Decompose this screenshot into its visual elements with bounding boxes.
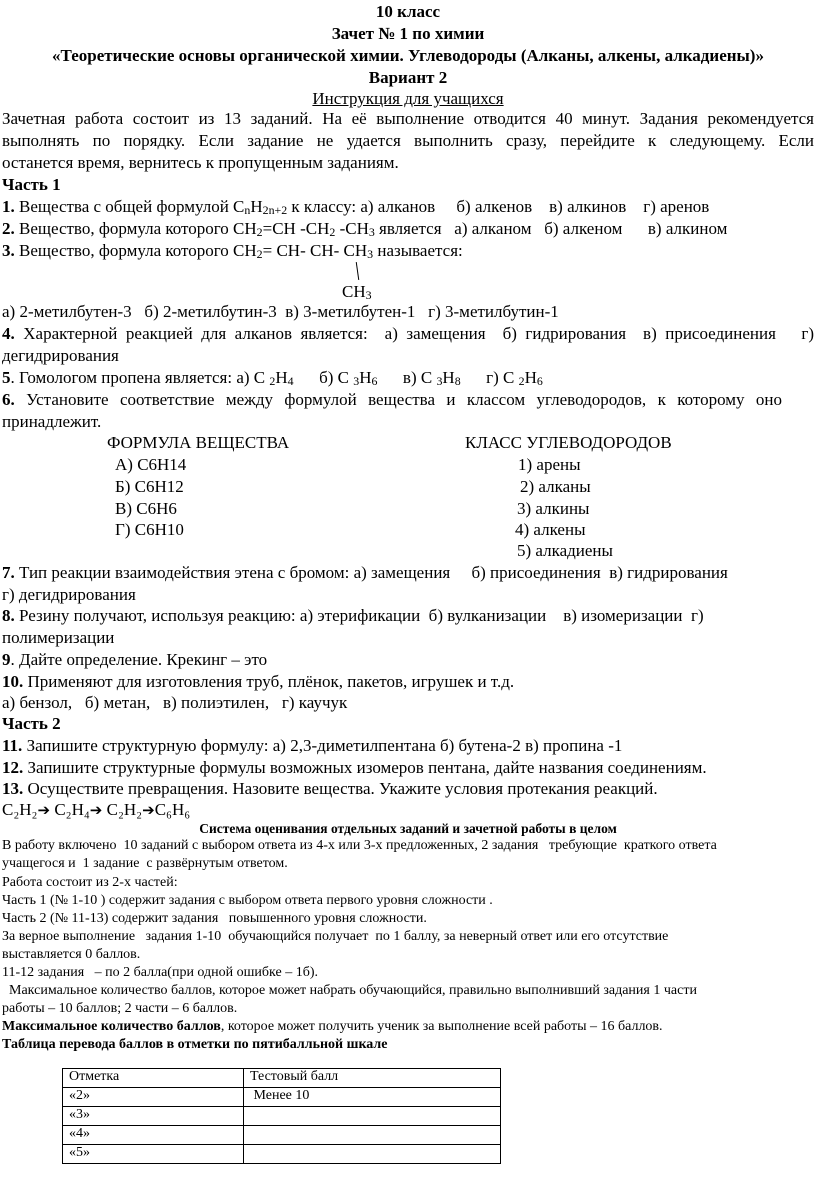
grading-text: работы – 10 баллов; 2 части – 6 баллов. [2,1001,238,1016]
question-6-line-1: 6. Установите соответствие между формулой вещества и классом углеводородов, к которому оно [2,390,782,409]
table-row [63,1107,501,1126]
grading-title: Система оценивания отдельных заданий и зачетной работы в целом [199,821,617,836]
question-1: 1. Вещества с общей формулой $C_nH_{2n+2}$ к классу: а) алканов б) алкенов в) алкинов г) аренов [2,197,710,217]
arrow-right-icon: ➔ [89,801,103,819]
grading-text: Часть 1 (№ 1-10 ) содержит задания с выбором ответа первого уровня сложности . [2,893,493,908]
grading-text: выставляется 0 баллов. [2,947,141,962]
question-11: 11. Запишите структурную формулу: а) 2,3-диметилпентана б) бутена-2 в) пропина -1 [2,736,623,755]
branch-bond-line [356,262,359,280]
table-row [63,1088,501,1107]
question-2: 2. Вещество, формула которого $CH_2=CH$ $-CH_2$ $-CH_3$ является а) алканом б) алкеном в) алкином [2,219,728,239]
test-heading: Зачет № 1 по химии [331,24,485,43]
table-cell: «5» [63,1145,244,1164]
question-12: 12. Запишите структурные формулы возможных изомеров пентана, дайте названия соединениям. [2,758,707,777]
chain-compound: C₂H₂ [2,800,38,819]
table-row [63,1145,501,1164]
topic-heading: «Теоретические основы органической химии. Углеводороды (Алканы, алкены, алкадиены)» [52,46,764,65]
table-cell [244,1107,501,1126]
question-3-options: а) 2-метилбутен-3 б) 2-метилбутин-3 в) 3-метилбутен-1 г) 3-метилбутин-1 [2,302,559,321]
grading-text: Максимальное количество баллов, которое может набрать обучающийся, правильно выполнивший задания 1 части [2,983,697,998]
q6-right-item: 3) алкины [517,499,590,518]
table-header-cell: Тестовый балл [244,1069,501,1088]
grading-text: учащегося и 1 задание с развёрнутым ответом. [2,856,288,871]
table-cell: «4» [63,1126,244,1145]
question-10-line-1: 10. Применяют для изготовления труб, плёнок, пакетов, игрушек и т.д. [2,672,515,691]
instruction-title: Инструкция для учащихся [312,89,504,108]
table-header-row [63,1069,501,1088]
grading-max-score: Максимальное количество баллов, которое может получить ученик за выполнение всей работы – 16 баллов. [2,1019,663,1034]
question-10-options: а) бензол, б) метан, в) полиэтилен, г) каучук [2,693,348,712]
chain-compound: C₂H₄ [54,800,90,819]
q6-left-header: ФОРМУЛА ВЕЩЕСТВА [107,433,290,452]
q6-right-header: КЛАСС УГЛЕВОДОРОДОВ [465,433,672,452]
q6-right-item: 5) алкадиены [517,541,613,560]
question-7-line-1: 7. Тип реакции взаимодействия этена с бромом: а) замещения б) присоединения в) гидрирования [2,563,728,582]
table-row [63,1126,501,1145]
question-4-line-2: дегидрирования [2,346,119,365]
question-4-line-1: 4. Характерной реакцией для алканов является: а) замещения б) гидрирования в) присоединения г) [2,324,815,343]
grade-conversion-table [62,1068,501,1164]
arrow-right-icon: ➔ [142,801,155,819]
table-cell [244,1145,501,1164]
transformation-chain [2,800,190,820]
part1-title: Часть 1 [2,175,61,194]
table-cell: Менее 10 [244,1088,501,1107]
q6-right-item: 4) алкены [515,520,586,539]
table-header-cell: Отметка [63,1069,244,1088]
part2-title: Часть 2 [2,714,61,733]
q6-left-item: Г) С6Н10 [115,520,184,539]
grading-table-title: Таблица перевода баллов в отметки по пятибалльной шкале [2,1037,388,1052]
table-cell: «2» [63,1088,244,1107]
arrow-right-icon: ➔ [37,801,51,819]
methyl-branch: $CH_3$ [342,282,372,302]
instruction-line-1: Зачетная работа состоит из 13 заданий. На её выполнение отводится 40 минут. Задания рекомендуется [2,109,814,128]
q6-right-item: 2) алканы [520,477,591,496]
question-9: 9. Дайте определение. Крекинг – это [2,650,268,669]
question-6-line-2: принадлежит. [2,412,102,431]
question-8-line-2: полимеризации [2,628,115,647]
q6-left-item: Б) С6Н12 [115,477,184,496]
table-cell [244,1126,501,1145]
variant-heading: Вариант 2 [368,68,448,87]
table-cell: «3» [63,1107,244,1126]
question-3: 3. Вещество, формула которого $CH_2= CH-$ CH- $CH_3$ называется: [2,241,463,261]
grading-text: Часть 2 (№ 11-13) содержит задания повышенного уровня сложности. [2,911,427,926]
grading-text: За верное выполнение задания 1-10 обучающийся получает по 1 баллу, за неверный ответ или его отсутствие [2,929,669,944]
grade-heading: 10 класс [375,2,441,21]
grading-text: Работа состоит из 2-х частей: [2,875,178,890]
instruction-line-3: останется время, вернитесь к пропущенным заданиям. [2,153,399,172]
question-13: 13. Осуществите превращения. Назовите вещества. Укажите условия протекания реакций. [2,779,658,798]
question-8-line-1: 8. Резину получают, используя реакцию: а) этерификации б) вулканизации в) изомеризации г) [2,606,704,625]
chain-compound: C₆H₆ [154,800,191,819]
instruction-line-2: выполнять по порядку. Если задание не удается выполнить сразу, перейдите к следующему. Если [2,131,814,150]
q6-right-item: 1) арены [518,455,581,474]
question-7-line-2: г) дегидрирования [2,585,136,604]
q6-left-item: В) С6Н6 [115,499,177,518]
chain-compound: C₂H₂ [106,800,143,819]
q6-left-item: А) С6Н14 [115,455,187,474]
grading-text: 11-12 задания – по 2 балла(при одной ошибке – 1б). [2,965,318,980]
question-5: 5. Гомологом пропена является: а) C $_2H_4$ б) C $_3H_6$ в) C $_3H_8$ г) C $_2H_6$ [2,368,543,388]
grading-text: В работу включено 10 заданий с выбором ответа из 4-х или 3-х предложенных, 2 задания требующие краткого ответа [2,838,717,853]
